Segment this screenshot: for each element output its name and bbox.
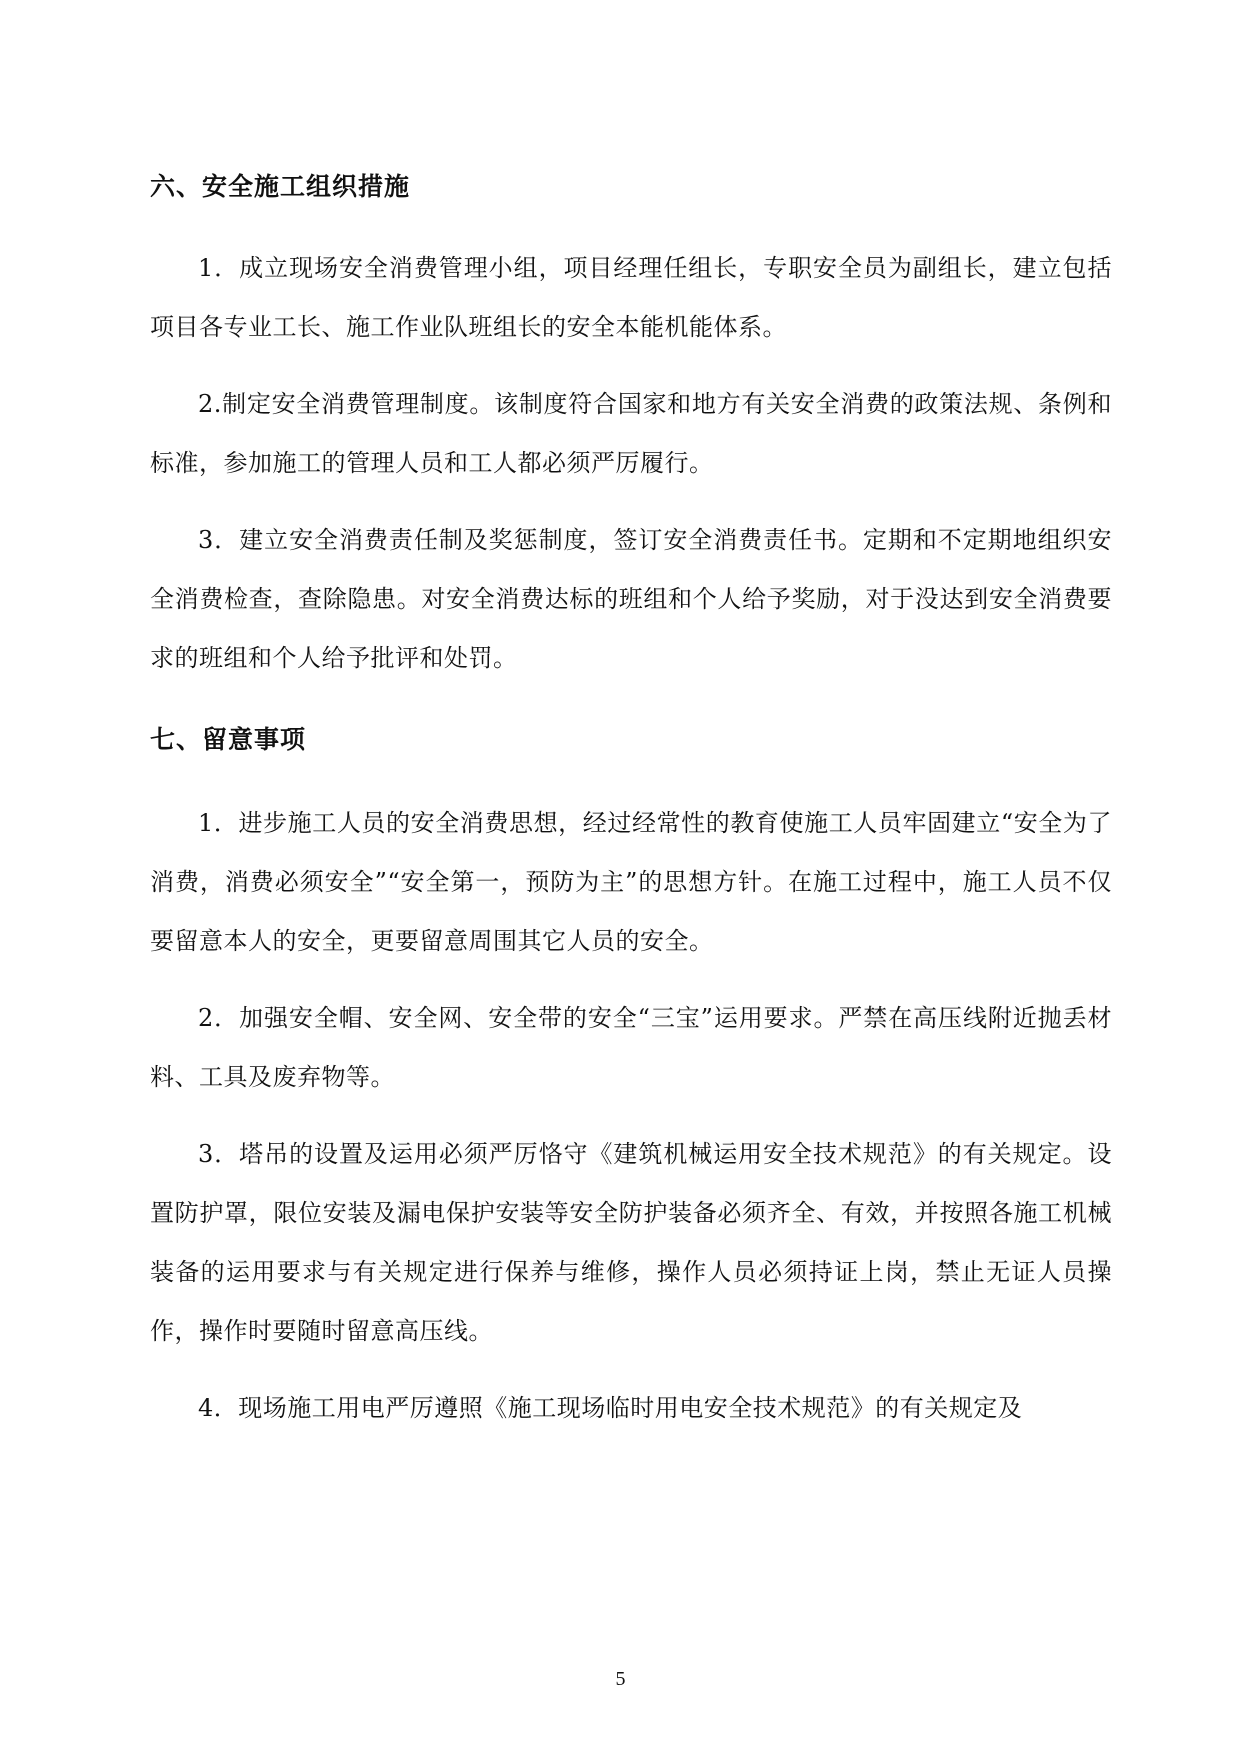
paragraph: 3．建立安全消费责任制及奖惩制度，签订安全消费责任书。定期和不定期地组织安全消费检查，查除隐患。对安全消费达标的班组和个人给予奖励，对于没达到安全消费要求的班组和个人给予批评和处罚。 <box>150 526 1112 672</box>
paragraph: 4．现场施工用电严厉遵照《施工现场临时用电安全技术规范》的有关规定及 <box>198 1394 1023 1422</box>
paragraph: 2.制定安全消费管理制度。该制度符合国家和地方有关安全消费的政策法规、条例和标准，参加施工的管理人员和工人都必须严厉履行。 <box>150 390 1112 477</box>
paragraph: 2．加强安全帽、安全网、安全带的安全“三宝”运用要求。严禁在高压线附近抛丢材料、工具及废弃物等。 <box>150 1004 1112 1091</box>
paragraph: 1．进步施工人员的安全消费思想，经过经常性的教育使施工人员牢固建立“安全为了消费，消费必须安全”“安全第一，预防为主”的思想方针。在施工过程中，施工人员不仅要留意本人的安全，更要留意周围其它人员的安全。 <box>150 809 1112 955</box>
paragraph: 3．塔吊的设置及运用必须严厉恪守《建筑机械运用安全技术规范》的有关规定。设置防护罩，限位安装及漏电保护安装等安全防护装备必须齐全、有效，并按照各施工机械装备的运用要求与有关规定进行保养与维修，操作人员必须持证上岗，禁止无证人员操作，操作时要随时留意高压线。 <box>150 1140 1112 1345</box>
page-number: 5 <box>615 1668 626 1690</box>
section-heading-notes: 七、留意事项 <box>150 725 307 754</box>
paragraph: 1．成立现场安全消费管理小组，项目经理任组长，专职安全员为副组长，建立包括项目各专业工长、施工作业队班组长的安全本能机能体系。 <box>150 254 1112 341</box>
section-heading-safety-organization: 六、安全施工组织措施 <box>150 172 411 201</box>
page-content <box>150 157 1112 1438</box>
